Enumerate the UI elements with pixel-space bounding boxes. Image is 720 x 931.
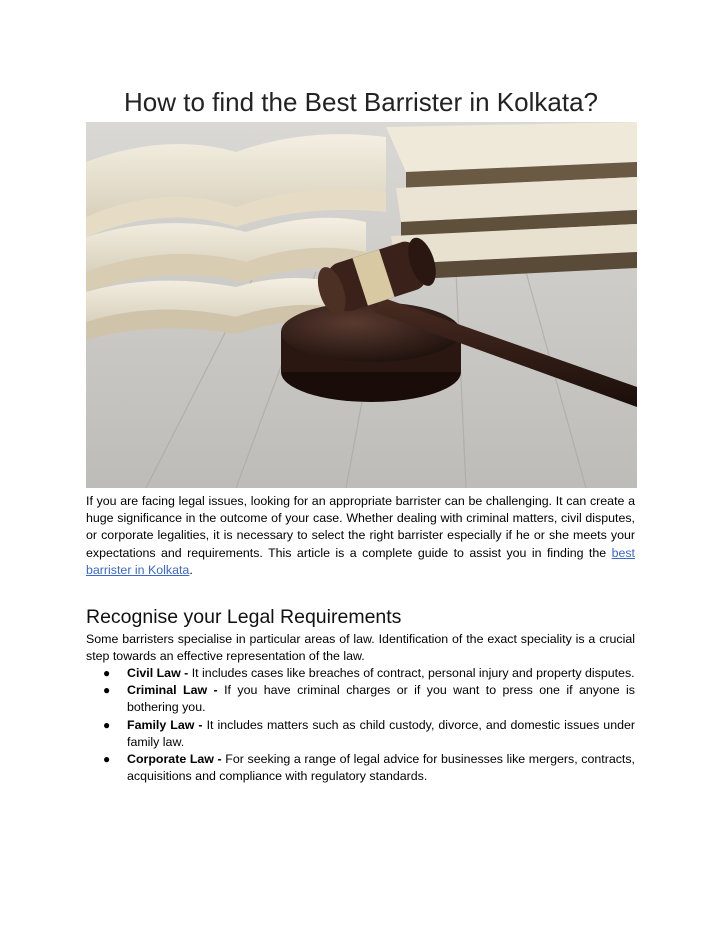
section-heading: Recognise your Legal Requirements — [86, 606, 402, 628]
list-item — [86, 717, 635, 751]
bullet-icon: ● — [103, 666, 111, 680]
list-item-text: It includes matters such as child custody, divorce, and domestic issues under family law. — [127, 717, 635, 749]
bullet-icon: ● — [103, 752, 111, 767]
gavel-illustration — [86, 122, 637, 488]
intro-paragraph — [86, 493, 635, 579]
hero-image — [86, 122, 637, 488]
list-item-term: Corporate Law - — [127, 752, 222, 767]
best-barrister-link[interactable]: best barrister in Kolkata — [86, 545, 635, 577]
list-item — [86, 682, 635, 716]
bullet-icon: ● — [103, 683, 111, 698]
list-item-term: Family Law - — [127, 717, 203, 732]
list-item-text: It includes cases like breaches of contract, personal injury and property disputes. — [188, 666, 635, 680]
list-item-text: For seeking a range of legal advice for businesses like mergers, contracts, acquisitions and compliance with regulatory standards. — [127, 752, 635, 784]
law-areas-list — [86, 665, 635, 785]
intro-text: If you are facing legal issues, looking for an appropriate barrister can be challenging. It can create a huge significance in the outcome of your case. Whether dealing with criminal matters, civil disputes, or corporate legalities, it is necessary to select the right barrister especially if he or she meets your expectations and requirements. This article is a complete guide to assist you in finding the — [86, 494, 635, 560]
bullet-icon: ● — [103, 717, 111, 732]
page-title: How to find the Best Barrister in Kolkata? — [123, 87, 598, 117]
list-item-text: If you have criminal charges or if you want to press one if anyone is bothering you. — [127, 683, 635, 715]
list-item — [86, 751, 635, 785]
section-paragraph: Some barristers specialise in particular areas of law. Identification of the exact speciality is a crucial step towards an effective representation of the law. — [86, 632, 635, 664]
intro-end: . — [189, 562, 193, 577]
list-item-term: Criminal Law - — [127, 683, 218, 698]
list-item — [86, 665, 635, 682]
list-item-term: Civil Law - — [127, 666, 189, 680]
